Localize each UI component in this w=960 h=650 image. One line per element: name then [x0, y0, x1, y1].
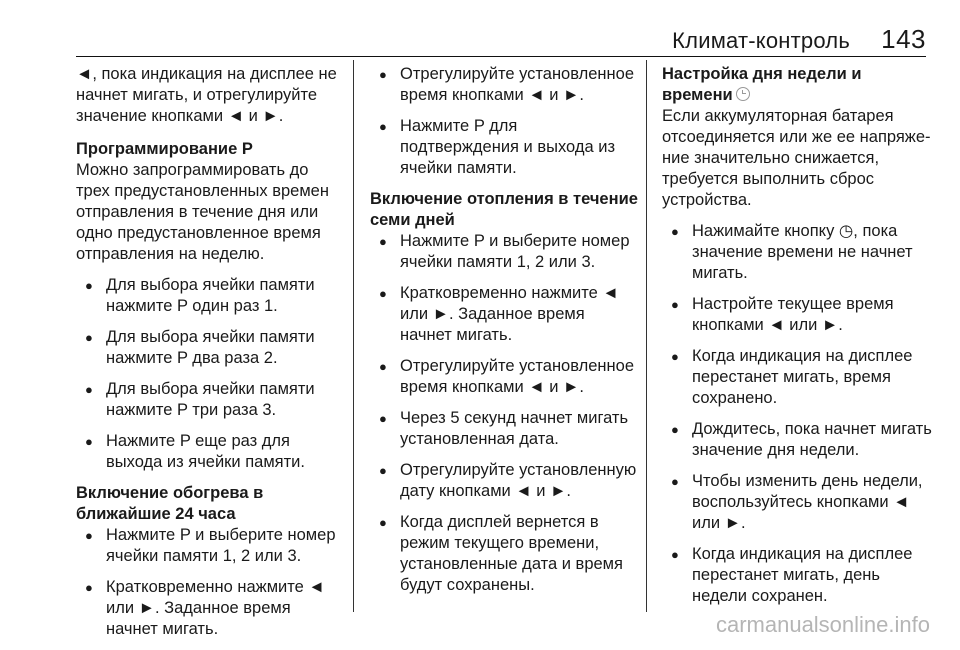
section-heading-day-time-text: Настройка дня недели и времени: [662, 65, 862, 104]
page-title: Климат-контроль: [672, 28, 850, 53]
page-number: 143: [881, 24, 926, 54]
section-text-programming: Можно запрограммировать до трех предустановленных времен отправления в течение дня или одно предустановленное время отправления на неделю.: [76, 161, 329, 263]
list-item: ● Дождитесь, пока начнет мигать значение дня недели.: [662, 419, 934, 461]
header-rule: [76, 56, 926, 57]
list-item: ● Нажмите P и выберите номер ячейки памяти 1, 2 или 3.: [76, 525, 344, 567]
intro-paragraph: ◄, пока индикация на дисплее не начнет мигать, и отрегулируйте значение кнопками ◄ и ►.: [76, 65, 337, 125]
list-item: ● Кратковременно нажмите ◄ или ►. Заданное время начнет мигать.: [76, 577, 344, 640]
list-item: ● Для выбора ячейки памяти нажмите P один раз 1.: [76, 275, 344, 317]
section-text-day-time: Если аккумуляторная батарея отсоединяется или же ее напряжение значительно снижается, требуется выполнить сброс устройства.: [662, 107, 931, 209]
section-heading-programming: Программирование P: [76, 140, 253, 158]
clock-icon: [736, 87, 750, 101]
list-item: ● Отрегулируйте установленную дату кнопками ◄ и ►.: [370, 460, 638, 502]
bullet-list-continued: [370, 64, 638, 179]
column-1: [76, 64, 344, 650]
bullet-list-seven-days: [370, 231, 638, 596]
watermark: carmanualsonline.info: [715, 612, 930, 637]
list-item: ● Для выбора ячейки памяти нажмите P три раза 3.: [76, 379, 344, 421]
list-item: ● Когда индикация на дисплее перестанет мигать, день недели сохранен.: [662, 544, 934, 607]
list-item: ● Нажмите P еще раз для выхода из ячейки памяти.: [76, 431, 344, 473]
bullet-list-day-time: [662, 221, 934, 607]
bullet-list-nearest-24h: [76, 525, 344, 640]
column-2: [370, 64, 638, 606]
section-heading-seven-days: Включение отопления в течение семи дней: [370, 190, 638, 229]
section-heading-nearest-24h: Включение обогрева в ближайшие 24 часа: [76, 484, 264, 523]
list-item: ● Для выбора ячейки памяти нажмите P два раза 2.: [76, 327, 344, 369]
column-divider-2: [646, 60, 647, 612]
list-item: ● Нажимайте кнопку ◷, пока значение времени не начнет мигать.: [662, 221, 934, 284]
list-item: ● Отрегулируйте установленное время кнопками ◄ и ►.: [370, 356, 638, 398]
column-3: [662, 64, 934, 617]
list-item: ● Нажмите P и выберите номер ячейки памяти 1, 2 или 3.: [370, 231, 638, 273]
list-item: ● Чтобы изменить день недели, воспользуйтесь кнопками ◄ или ►.: [662, 471, 934, 534]
list-item: ● Когда дисплей вернется в режим текущего времени, установленные дата и время будут сохранены.: [370, 512, 638, 596]
list-item: ● Когда индикация на дисплее перестанет мигать, время сохранено.: [662, 346, 934, 409]
list-item: ● Кратковременно нажмите ◄ или ►. Заданное время начнет мигать.: [370, 283, 638, 346]
column-divider-1: [353, 60, 354, 612]
list-item: ● Настройте текущее время кнопками ◄ или ►.: [662, 294, 934, 336]
list-item: ● Отрегулируйте установленное время кнопками ◄ и ►.: [370, 64, 638, 106]
list-item: ● Нажмите P для подтверждения и выхода из ячейки памяти.: [370, 116, 638, 179]
section-heading-day-time: [662, 64, 934, 106]
bullet-list-programming: [76, 275, 344, 473]
list-item: ● Через 5 секунд начнет мигать установленная дата.: [370, 408, 638, 450]
page-header: [0, 0, 960, 56]
